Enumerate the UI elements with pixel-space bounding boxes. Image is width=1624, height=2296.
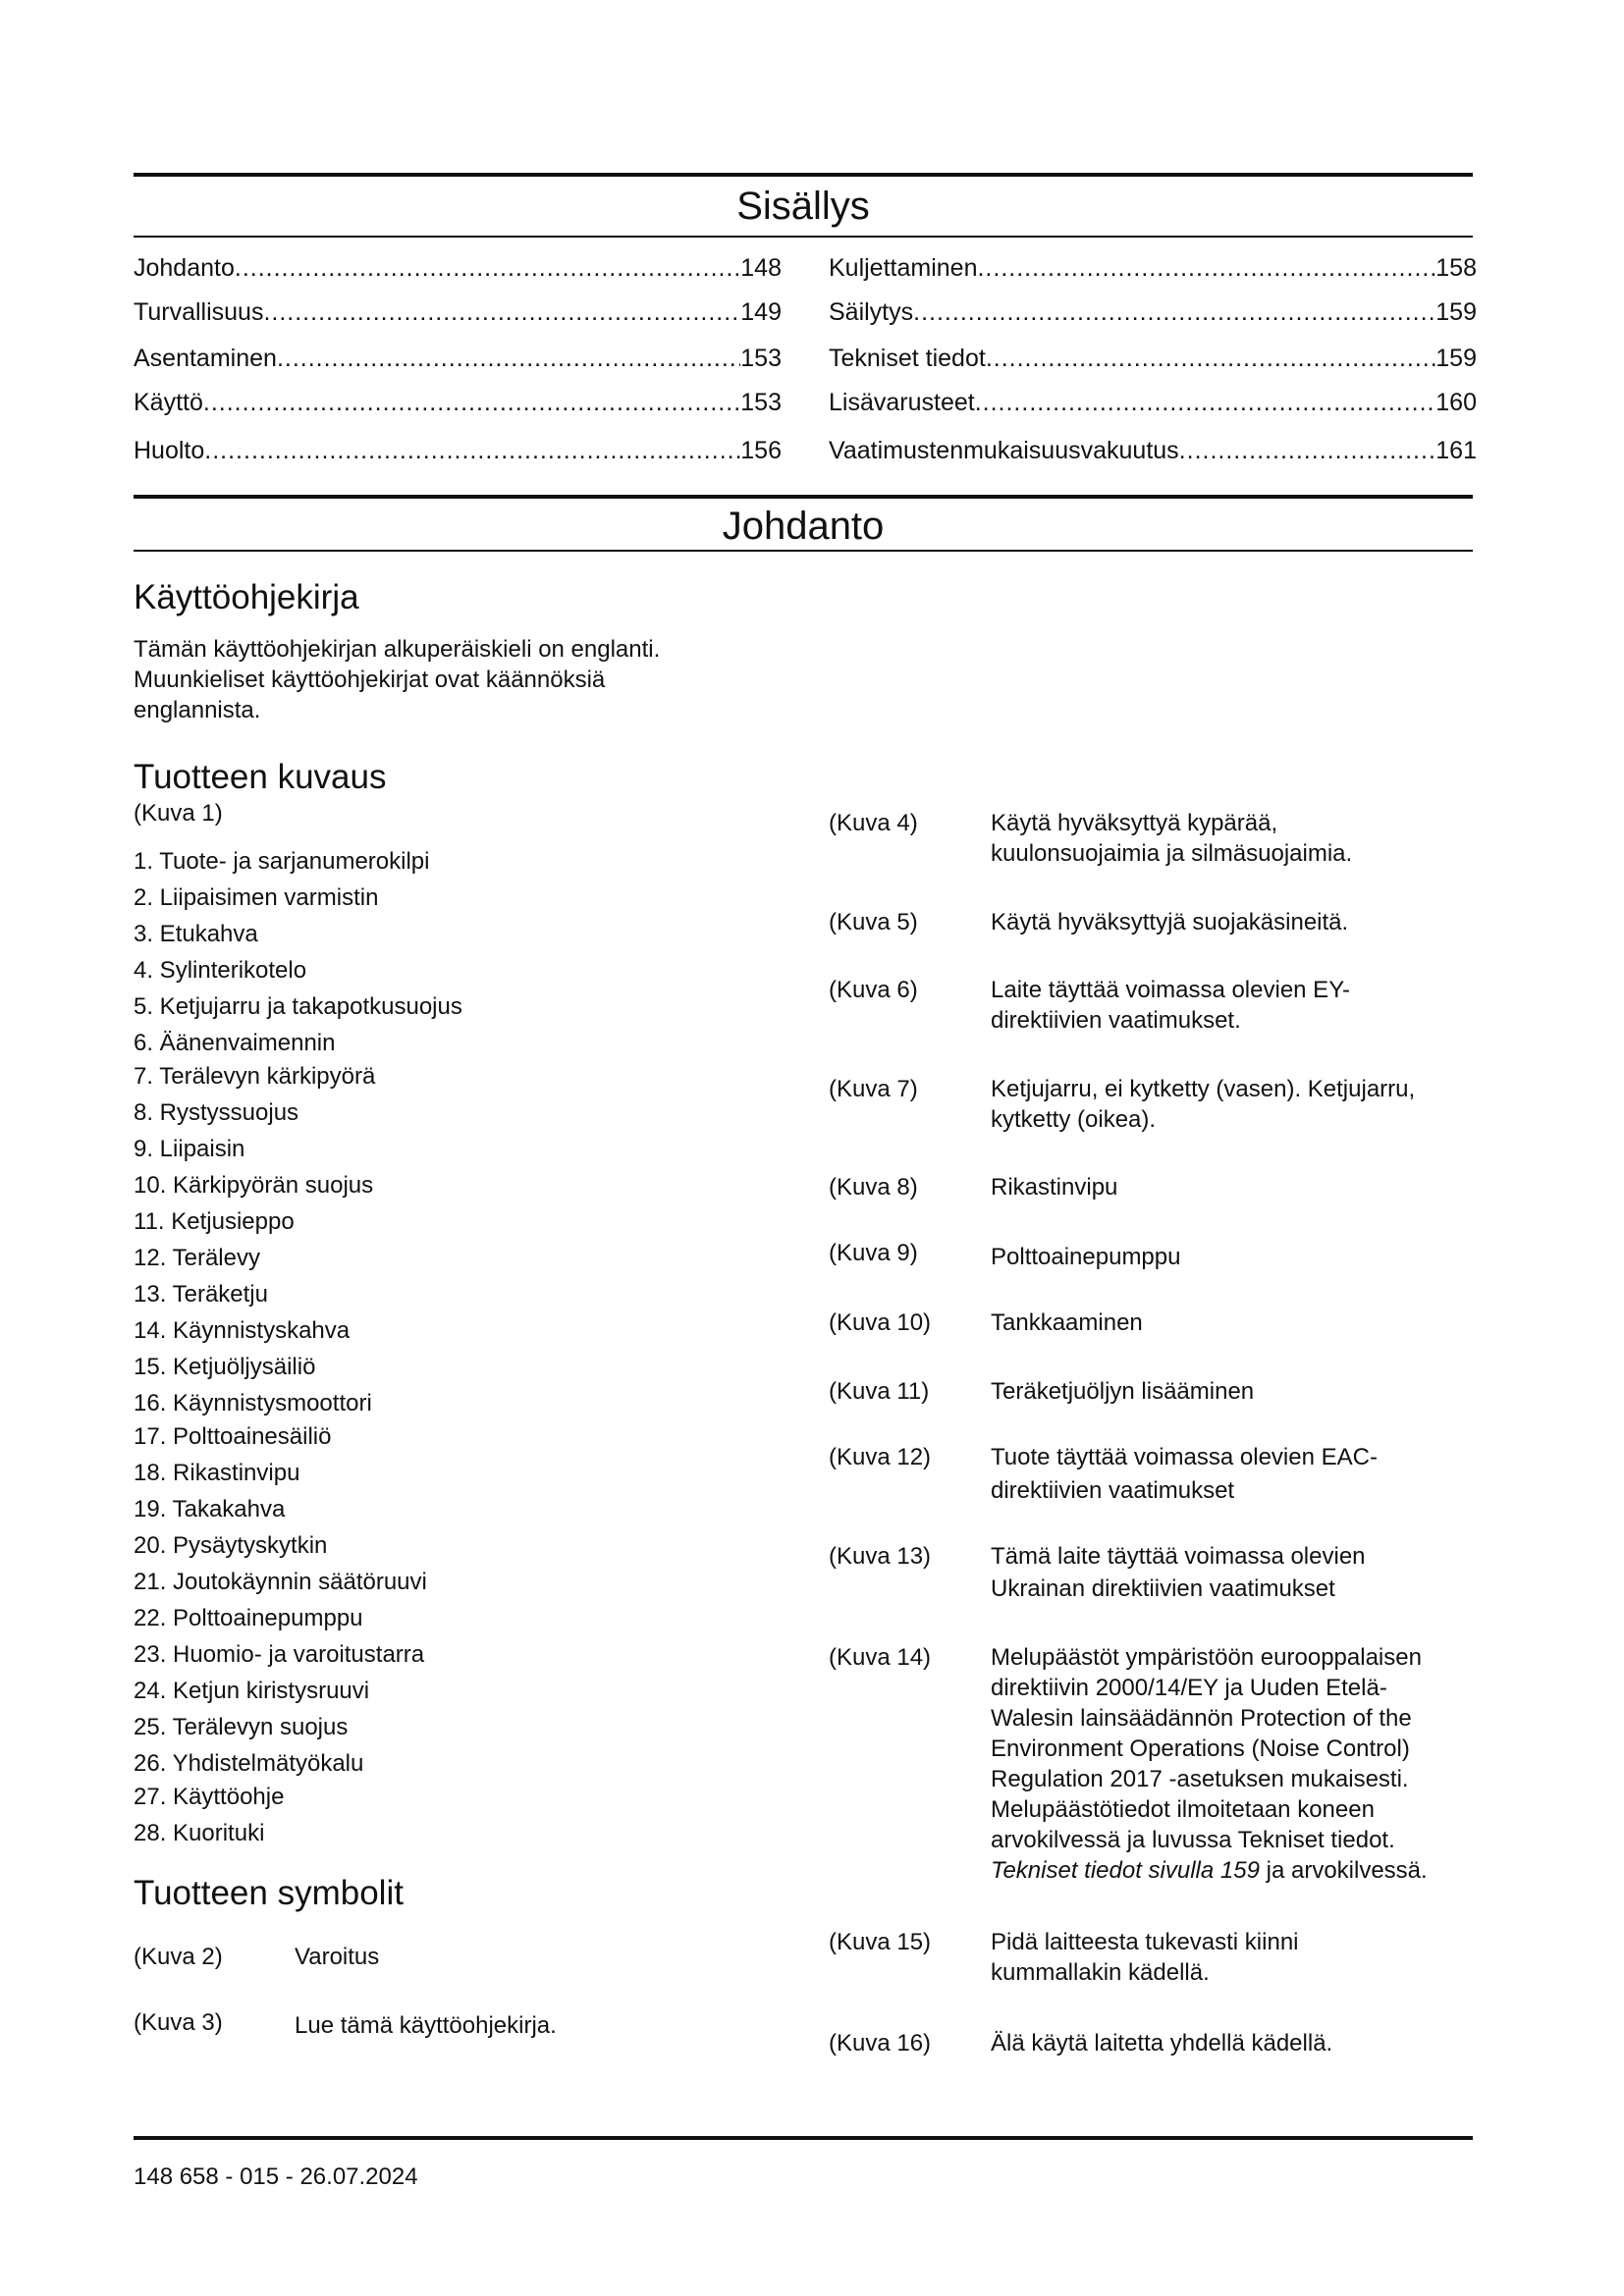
toc-entry[interactable]: Lisävarusteet ..... 160 <box>829 387 1477 418</box>
symbol-text: Tuote täyttää voimassa olevien EAC- <box>991 1444 1378 1470</box>
cross-reference-link[interactable]: Tekniset tiedot sivulla 159 <box>991 1857 1260 1884</box>
list-item: 5. Ketjujarru ja takapotkusuojus <box>134 993 462 1020</box>
symbol-text: Älä käytä laitetta yhdellä kädellä. <box>991 2030 1333 2056</box>
intro-title-rule <box>134 550 1473 552</box>
symbol-ref: (Kuva 2) <box>134 1944 223 1970</box>
manual-heading: Käyttöohjekirja <box>134 578 359 616</box>
list-item: 20. Pysäytyskytkin <box>134 1532 328 1559</box>
list-item: 27. Käyttöohje <box>134 1784 285 1810</box>
list-item: 25. Terälevyn suojus <box>134 1714 349 1740</box>
toc-entry[interactable]: Asentaminen ..... 153 <box>134 343 782 374</box>
list-item: 7. Terälevyn kärkipyörä <box>134 1063 376 1090</box>
symbol-text: direktiivien vaatimukset. <box>991 1007 1241 1034</box>
toc-entry[interactable]: Käyttö ..... 153 <box>134 387 782 418</box>
symbol-ref: (Kuva 8) <box>829 1174 918 1201</box>
intro-top-rule <box>134 495 1473 499</box>
list-item: 18. Rikastinvipu <box>134 1460 300 1486</box>
symbol-text: Ketjujarru, ei kytketty (vasen). Ketjujarru, <box>991 1076 1416 1102</box>
symbol-ref: (Kuva 6) <box>829 977 918 1003</box>
list-item: 14. Käynnistyskahva <box>134 1317 351 1344</box>
symbol-ref: (Kuva 13) <box>829 1543 932 1570</box>
description-heading: Tuotteen kuvaus <box>134 758 387 796</box>
symbol-ref: (Kuva 3) <box>134 2009 223 2036</box>
symbol-text: Käytä hyväksyttyjä suojakäsineitä. <box>991 909 1349 935</box>
symbol-text: Käytä hyväksyttyä kypärää, <box>991 810 1278 836</box>
symbol-text: Melupäästötiedot ilmoitetaan koneen <box>991 1796 1375 1823</box>
symbol-text: direktiivin 2000/14/EY ja Uuden Etelä- <box>991 1675 1387 1701</box>
list-item: 15. Ketjuöljysäiliö <box>134 1354 316 1380</box>
list-item: 26. Yhdistelmätyökalu <box>134 1750 364 1777</box>
manual-line: Tämän käyttöohjekirjan alkuperäiskieli on englanti. <box>134 636 661 663</box>
list-item: 16. Käynnistysmoottori <box>134 1390 372 1416</box>
manual-line: englannista. <box>134 697 261 723</box>
toc-entry[interactable]: Johdanto ..... 148 <box>134 252 782 284</box>
toc-title-rule <box>134 236 1473 238</box>
symbol-text: Pidä laitteesta tukevasti kiinni <box>991 1929 1299 1955</box>
symbol-text: Melupäästöt ympäristöön eurooppalaisen <box>991 1644 1422 1671</box>
symbol-text: Tankkaaminen <box>991 1309 1143 1336</box>
toc-top-rule <box>134 173 1473 177</box>
symbol-text: kuulonsuojaimia ja silmäsuojaimia. <box>991 840 1353 867</box>
symbols-heading: Tuotteen symbolit <box>134 1874 404 1912</box>
symbol-text: Lue tämä käyttöohjekirja. <box>295 2012 557 2039</box>
symbol-text: arvokilvessä ja luvussa Tekniset tiedot. <box>991 1827 1395 1853</box>
toc-title: Sisällys <box>736 185 870 228</box>
list-item: 12. Terälevy <box>134 1245 260 1271</box>
symbol-text: Regulation 2017 -asetuksen mukaisesti. <box>991 1766 1409 1792</box>
symbol-text: Laite täyttää voimassa olevien EY- <box>991 977 1350 1003</box>
list-item: 2. Liipaisimen varmistin <box>134 884 379 911</box>
symbol-text: Varoitus <box>295 1944 380 1970</box>
toc-entry[interactable]: Kuljettaminen ..... 158 <box>829 252 1477 284</box>
list-item: 19. Takakahva <box>134 1496 286 1522</box>
symbol-text: Walesin lainsäädännön Protection of the <box>991 1705 1412 1732</box>
list-item: 6. Äänenvaimennin <box>134 1030 336 1056</box>
symbol-text: Tämä laite täyttää voimassa olevien <box>991 1543 1366 1570</box>
symbol-text: Polttoainepumppu <box>991 1244 1181 1270</box>
list-item: 10. Kärkipyörän suojus <box>134 1172 374 1199</box>
symbol-ref: (Kuva 14) <box>829 1644 932 1671</box>
list-item: 9. Liipaisin <box>134 1136 245 1162</box>
symbol-ref: (Kuva 4) <box>829 810 918 836</box>
list-item: 28. Kuorituki <box>134 1820 265 1846</box>
symbol-ref: (Kuva 11) <box>829 1378 930 1405</box>
intro-title: Johdanto <box>722 505 885 548</box>
toc-entry[interactable]: Turvallisuus ..... 149 <box>134 296 782 328</box>
list-item: 24. Ketjun kiristysruuvi <box>134 1678 370 1704</box>
symbol-text: Teräketjuöljyn lisääminen <box>991 1378 1255 1405</box>
list-item: 11. Ketjusieppo <box>134 1208 295 1235</box>
toc-entry[interactable]: Säilytys ..... 159 <box>829 296 1477 328</box>
footer-rule <box>134 2136 1473 2140</box>
symbol-ref: (Kuva 5) <box>829 909 918 935</box>
symbol-ref: (Kuva 7) <box>829 1076 918 1102</box>
symbol-ref: (Kuva 12) <box>829 1444 932 1470</box>
symbol-ref: (Kuva 15) <box>829 1929 932 1955</box>
list-item: 21. Joutokäynnin säätöruuvi <box>134 1569 427 1595</box>
symbol-text-link-line <box>991 1855 1482 1886</box>
symbol-text: Ukrainan direktiivien vaatimukset <box>991 1575 1335 1602</box>
list-item: 13. Teräketju <box>134 1281 268 1308</box>
symbol-text: kummallakin kädellä. <box>991 1959 1210 1986</box>
symbol-text: Environment Operations (Noise Control) <box>991 1735 1410 1762</box>
list-item: 3. Etukahva <box>134 921 258 947</box>
symbol-ref: (Kuva 10) <box>829 1309 932 1336</box>
symbol-text: ja arvokilvessä. <box>1266 1857 1428 1884</box>
symbol-ref: (Kuva 16) <box>829 2030 932 2056</box>
footer-doc-id: 148 658 - 015 - 26.07.2024 <box>134 2163 418 2190</box>
list-item: 22. Polttoainepumppu <box>134 1605 363 1631</box>
list-item: 4. Sylinterikotelo <box>134 957 307 984</box>
toc-entry[interactable]: Tekniset tiedot ..... 159 <box>829 343 1477 374</box>
symbol-text: Rikastinvipu <box>991 1174 1118 1201</box>
list-item: 23. Huomio- ja varoitustarra <box>134 1641 425 1668</box>
list-item: 8. Rystyssuojus <box>134 1099 299 1126</box>
description-figure-ref: (Kuva 1) <box>134 800 223 827</box>
symbol-text: direktiivien vaatimukset <box>991 1477 1235 1504</box>
symbol-text: kytketty (oikea). <box>991 1106 1157 1133</box>
toc-entry[interactable]: Vaatimustenmukaisuusvakuutus ..... 161 <box>829 435 1477 466</box>
list-item: 17. Polttoainesäiliö <box>134 1423 332 1450</box>
toc-entry[interactable]: Huolto ..... 156 <box>134 435 782 466</box>
manual-line: Muunkieliset käyttöohjekirjat ovat käännöksiä <box>134 667 606 693</box>
list-item: 1. Tuote- ja sarjanumerokilpi <box>134 848 430 875</box>
symbol-ref: (Kuva 9) <box>829 1240 918 1266</box>
